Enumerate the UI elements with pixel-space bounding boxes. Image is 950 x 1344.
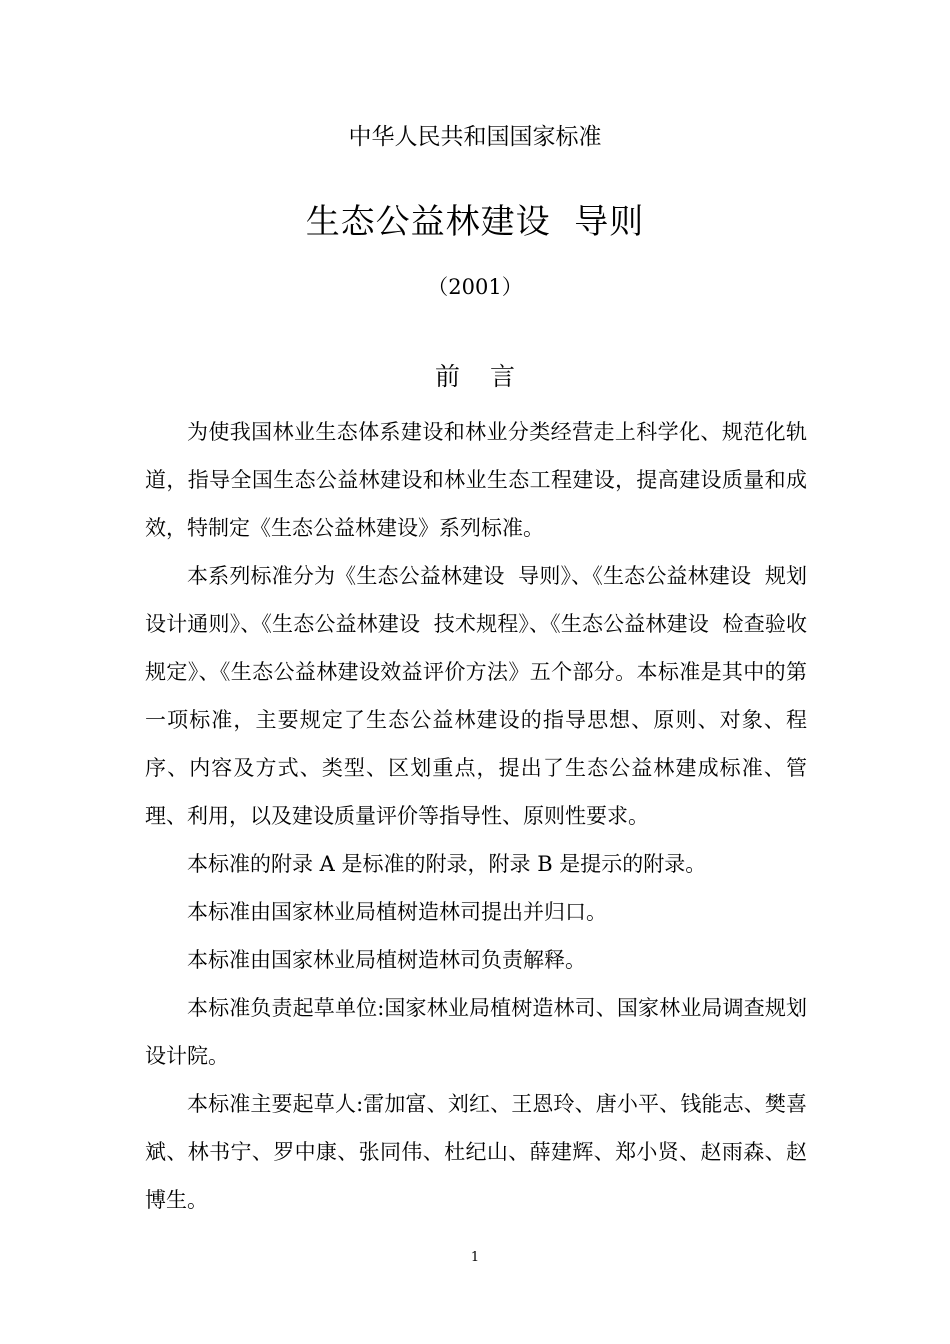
preface-paragraph-2: 本系列标准分为《生态公益林建设 导则》、《生态公益林建设 规划设计通则》、《生态公益林建设 技术规程》、《生态公益林建设 检查验收规定》、《生态公益林建设效益评价方法》五个部分。本标准是其中的第一项标准，主要规定了生态公益林建设的指导思想、原则、对象、程序、内容及方式、类型、区划重点，提出了生态公益林建成标准、管理、利用，以及建设质量评价等指导性、原则性要求。 <box>145 564 807 828</box>
preface-paragraph-1: 为使我国林业生态体系建设和林业分类经营走上科学化、规范化轨道，指导全国生态公益林建设和林业生态工程建设，提高建设质量和成效，特制定《生态公益林建设》系列标准。 <box>145 420 807 540</box>
document-title: 生态公益林建设 导则 <box>305 202 645 242</box>
national-standard-label: 中华人民共和国国家标准 <box>348 124 602 150</box>
preface-paragraph-3: 本标准的附录 A 是标准的附录，附录 B 是提示的附录。 <box>187 852 707 876</box>
preface-paragraph-4: 本标准由国家林业局植树造林司提出并归口。 <box>187 900 607 924</box>
page-number: 1 <box>470 1250 480 1265</box>
preface-paragraph-5: 本标准由国家林业局植树造林司负责解释。 <box>187 948 586 972</box>
preface-paragraph-6: 本标准负责起草单位:国家林业局植树造林司、国家林业局调查规划设计院。 <box>145 996 807 1068</box>
document-year: （2001） <box>427 275 523 299</box>
preface-paragraph-7: 本标准主要起草人:雷加富、刘红、王恩玲、唐小平、钱能志、樊喜斌、林书宁、罗中康、张同伟、杜纪山、薛建辉、郑小贤、赵雨森、赵博生。 <box>145 1092 807 1212</box>
preface-body <box>145 408 807 1224</box>
preface-heading: 前言 <box>434 362 545 391</box>
